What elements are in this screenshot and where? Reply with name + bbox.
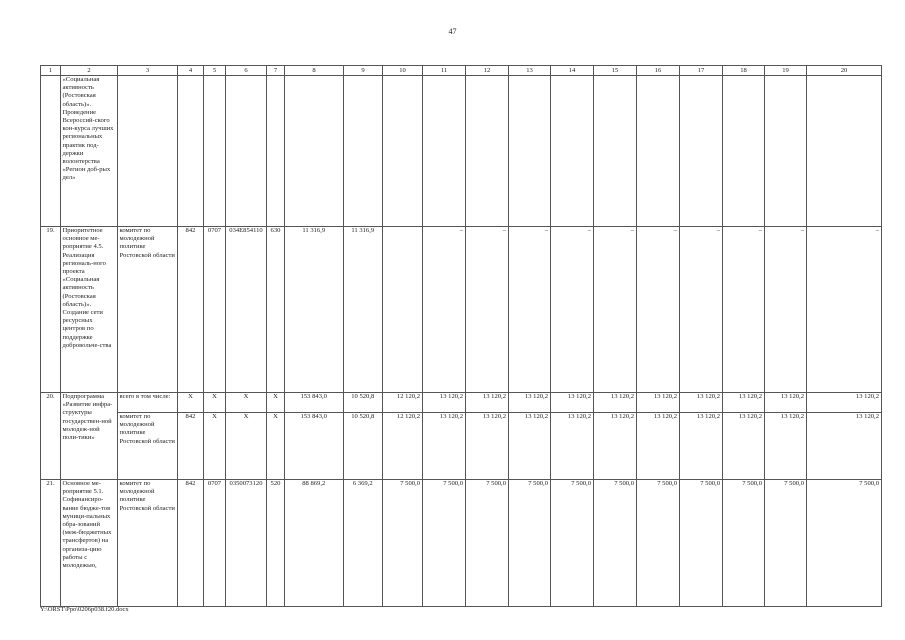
- table-cell: X: [226, 413, 267, 480]
- table-cell: 13 120,2: [680, 393, 723, 413]
- table-cell: 13 120,2: [637, 413, 680, 480]
- table-cell: 0707: [204, 480, 226, 607]
- table-cell: 7 500,0: [466, 480, 509, 607]
- column-number-16: 16: [637, 66, 680, 76]
- table-cell: [637, 76, 680, 227]
- table-cell: [509, 76, 551, 227]
- table-cell: 0350073120: [226, 480, 267, 607]
- table-cell: 19.: [41, 227, 61, 393]
- table-cell: 13 120,2: [723, 393, 765, 413]
- table-cell: [723, 76, 765, 227]
- table-cell: –: [637, 227, 680, 393]
- table-cell: –: [551, 227, 594, 393]
- table-cell: 153 843,0: [285, 393, 344, 413]
- table-cell: комитет по молодежной политике Ростовской области: [118, 413, 178, 480]
- table-cell: 21.: [41, 480, 61, 607]
- column-number-17: 17: [680, 66, 723, 76]
- header-row: [41, 66, 882, 76]
- table-row: [41, 480, 882, 607]
- table-cell: 20.: [41, 393, 61, 480]
- table-cell: 12 120,2: [383, 393, 423, 413]
- table-cell: 12 120,2: [383, 413, 423, 480]
- table-cell: [466, 76, 509, 227]
- table-cell: –: [594, 227, 637, 393]
- table-cell: 13 120,2: [509, 413, 551, 480]
- table-cell: 13 120,2: [680, 413, 723, 480]
- table-cell: –: [423, 227, 466, 393]
- table-cell: 13 120,2: [551, 413, 594, 480]
- column-number-18: 18: [723, 66, 765, 76]
- table-cell: [118, 76, 178, 227]
- table-cell: Основное ме-роприятие 5.1. Софинансиро-вание бюдже-тов муници-пальных обра-зований (меж-бюджетных трансфертов) на организа-цию работы с молодежью,: [61, 480, 118, 607]
- file-path-footer: Y:\ORST\Ppo\0206p038.f20.docx: [40, 606, 129, 613]
- table-cell: 7 500,0: [680, 480, 723, 607]
- table-cell: [423, 76, 466, 227]
- page-number: 47: [448, 27, 457, 36]
- table-cell: 13 120,2: [807, 393, 882, 413]
- table-cell: [344, 76, 383, 227]
- table-cell: [680, 76, 723, 227]
- table-cell: 11 316,9: [285, 227, 344, 393]
- table-cell: –: [509, 227, 551, 393]
- table-cell: 10 520,8: [344, 413, 383, 480]
- table-cell: [226, 76, 267, 227]
- table-cell: [267, 76, 285, 227]
- column-number-12: 12: [466, 66, 509, 76]
- table-cell: комитет по молодежной политике Ростовской области: [118, 480, 178, 607]
- table-cell: 7 500,0: [807, 480, 882, 607]
- table-cell: X: [267, 413, 285, 480]
- column-number-5: 5: [204, 66, 226, 76]
- table-cell: [807, 76, 882, 227]
- table-cell: 7 500,0: [594, 480, 637, 607]
- table-cell: [178, 76, 204, 227]
- table-cell: 13 120,2: [594, 413, 637, 480]
- column-number-9: 9: [344, 66, 383, 76]
- column-number-4: 4: [178, 66, 204, 76]
- table-cell: 88 869,2: [285, 480, 344, 607]
- table-cell: всего в том числе:: [118, 393, 178, 413]
- column-number-7: 7: [267, 66, 285, 76]
- table-cell: X: [178, 393, 204, 413]
- column-number-6: 6: [226, 66, 267, 76]
- column-number-14: 14: [551, 66, 594, 76]
- column-number-19: 19: [765, 66, 807, 76]
- table-cell: [765, 76, 807, 227]
- table-cell: 13 120,2: [765, 413, 807, 480]
- table-cell: 13 120,2: [551, 393, 594, 413]
- table-cell: 13 120,2: [637, 393, 680, 413]
- table-cell: –: [765, 227, 807, 393]
- table-cell: 10 520,8: [344, 393, 383, 413]
- column-number-1: 1: [41, 66, 61, 76]
- table-cell: [551, 76, 594, 227]
- table-cell: [285, 76, 344, 227]
- table-cell: 13 120,2: [466, 393, 509, 413]
- table-cell: 13 120,2: [423, 413, 466, 480]
- table-cell: 842: [178, 413, 204, 480]
- table-cell: [594, 76, 637, 227]
- table-cell: X: [226, 393, 267, 413]
- table-cell: 7 500,0: [383, 480, 423, 607]
- table-cell: 7 500,0: [765, 480, 807, 607]
- table-row: [41, 76, 882, 227]
- table-cell: комитет по молодежной политике Ростовской области: [118, 227, 178, 393]
- table-cell: –: [723, 227, 765, 393]
- table-cell: 7 500,0: [723, 480, 765, 607]
- table-cell: –: [466, 227, 509, 393]
- table-row: [41, 227, 882, 393]
- column-number-10: 10: [383, 66, 423, 76]
- column-number-8: 8: [285, 66, 344, 76]
- table-cell: 11 316,9: [344, 227, 383, 393]
- table-cell: 520: [267, 480, 285, 607]
- table-cell: 7 500,0: [551, 480, 594, 607]
- budget-table: [40, 65, 882, 607]
- table-row: [41, 413, 882, 480]
- table-cell: X: [267, 393, 285, 413]
- table-cell: [383, 76, 423, 227]
- table-cell: X: [204, 413, 226, 480]
- table-cell: 0707: [204, 227, 226, 393]
- column-number-13: 13: [509, 66, 551, 76]
- column-number-20: 20: [807, 66, 882, 76]
- table-cell: Подпрограмма «Развитие инфра-структуры государствен-ной молодеж-ной поли-тики»: [61, 393, 118, 480]
- table-cell: 842: [178, 480, 204, 607]
- table-cell: –: [680, 227, 723, 393]
- table-cell: 7 500,0: [637, 480, 680, 607]
- table-cell: 13 120,2: [594, 393, 637, 413]
- table-cell: 7 500,0: [423, 480, 466, 607]
- table-cell: 13 120,2: [723, 413, 765, 480]
- table-cell: [41, 76, 61, 227]
- table-cell: 630: [267, 227, 285, 393]
- table-row: [41, 393, 882, 413]
- table-cell: 13 120,2: [765, 393, 807, 413]
- table-cell: 13 120,2: [807, 413, 882, 480]
- table-cell: 034E854110: [226, 227, 267, 393]
- column-number-2: 2: [61, 66, 118, 76]
- column-number-3: 3: [118, 66, 178, 76]
- table-cell: 6 369,2: [344, 480, 383, 607]
- table-cell: –: [807, 227, 882, 393]
- table-cell: [204, 76, 226, 227]
- table-cell: 13 120,2: [509, 393, 551, 413]
- table-cell: «Социальная активность (Ростовская область)». Проведение Всероссий-ского кон-курса лучших региональных практик под-держки волонтерства «Регион доб-рых дел»: [61, 76, 118, 227]
- table-cell: 842: [178, 227, 204, 393]
- table-cell: 7 500,0: [509, 480, 551, 607]
- table-cell: 13 120,2: [423, 393, 466, 413]
- table-cell: X: [204, 393, 226, 413]
- column-number-11: 11: [423, 66, 466, 76]
- table-cell: Приоритетное основное ме-роприятие 4.5. Реализация региональ-ного проекта «Социальная активность (Ростовская область)». Создание сети ресурсных центров по поддержке добровольче-ства: [61, 227, 118, 393]
- column-number-15: 15: [594, 66, 637, 76]
- table-cell: [383, 227, 423, 393]
- table-cell: 13 120,2: [466, 413, 509, 480]
- table-cell: 153 843,0: [285, 413, 344, 480]
